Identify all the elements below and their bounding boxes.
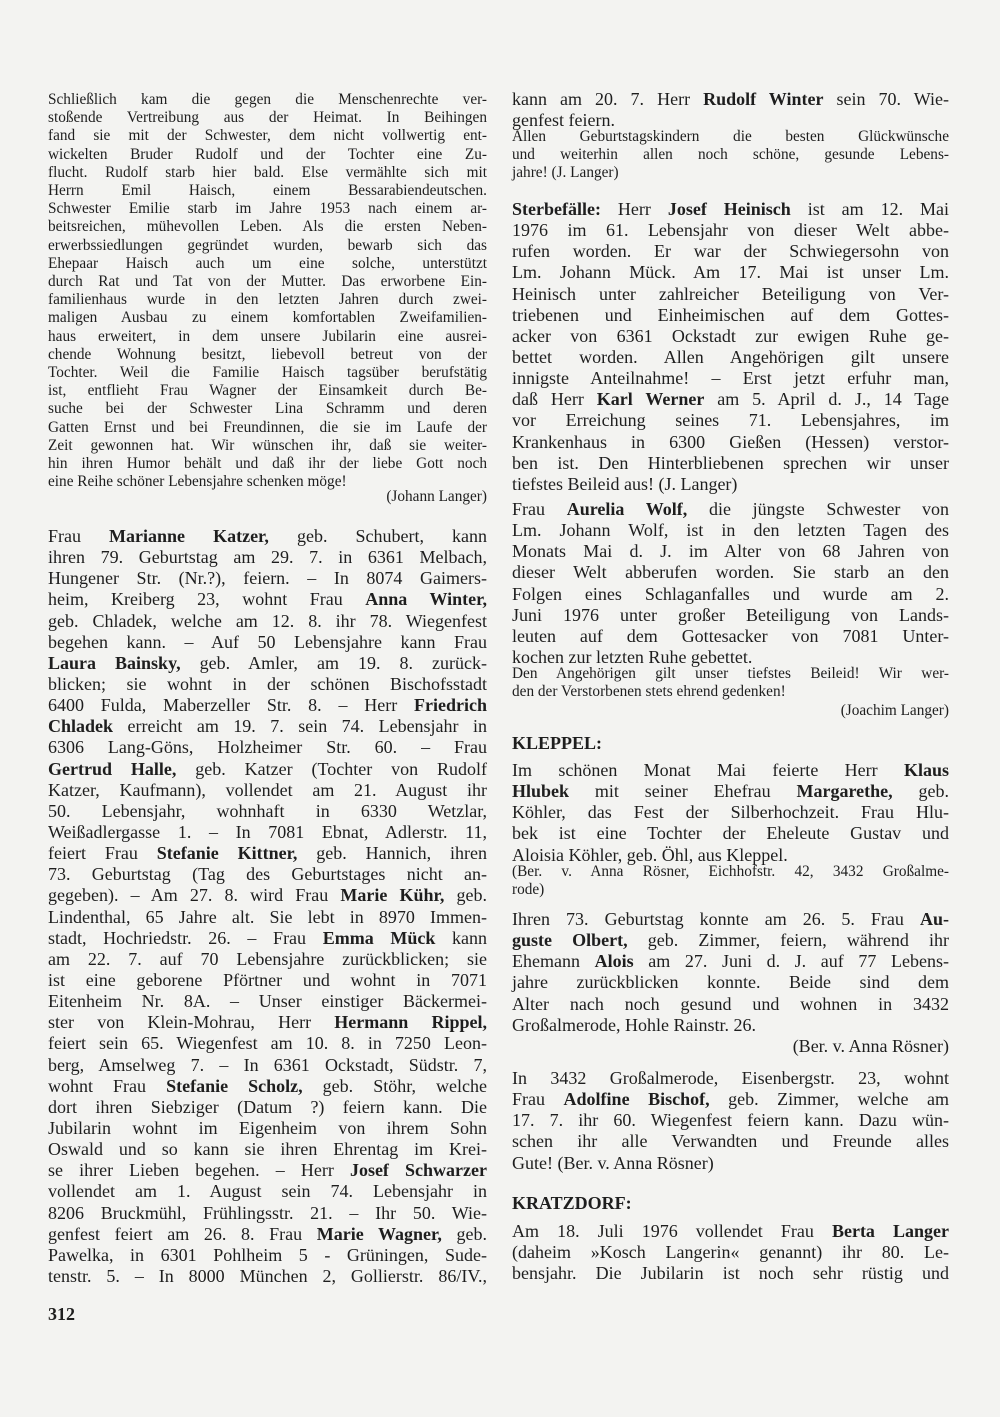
text-line [48, 759, 487, 780]
text-segment: vollendet am 1. August sein 74. Lebensjahr in [48, 1181, 487, 1202]
text-segment: geb. [892, 781, 949, 802]
text-segment: Eitenheim Nr. 8A. – Unser einstiger Bäckermei- [48, 991, 487, 1012]
text-segment: Am 18. Juli 1976 vollendet Frau [512, 1221, 832, 1241]
text-segment: beitsreichen, mühevollen Leben. Als die ersten Neben- [48, 218, 487, 236]
text-segment: Schließlich kam die gegen die Menschenrechte ver- [48, 91, 487, 108]
text-segment: Lm. Johann Wolf, ist in den letzten Tagen des [512, 520, 949, 541]
bold-name: Laura Bainsky, [48, 652, 181, 673]
text-line [48, 1224, 487, 1245]
text-line [48, 611, 487, 632]
text-segment: Herr [600, 199, 668, 219]
bold-name: Berta Langer [831, 1221, 950, 1241]
text-segment: rode) [512, 881, 545, 899]
text-line [512, 1068, 949, 1089]
text-segment: Gute! (Ber. v. Anna Rösner) [512, 1152, 714, 1173]
bold-name: Karl Werner [596, 389, 705, 410]
text-line [512, 241, 949, 262]
text-segment: (daheim »Kosch Langerin« genannt) ihr 80. Le- [512, 1242, 949, 1263]
text-segment: ist eine geborene Pförtner und wohnt in 7071 [48, 969, 487, 990]
text-line [48, 1033, 487, 1054]
text-segment: Frau [512, 499, 567, 519]
text-segment: haus erweitert, in dem unsere Jubilarin eine ausrei- [48, 327, 487, 345]
text-line [512, 951, 949, 972]
attribution: (Ber. v. Anna Rösner) [792, 1036, 949, 1056]
text-segment: Lm. Johann Mück. Am 17. Mai ist unser Lm. [512, 262, 949, 283]
text-segment: innigste Anteilnahme! – Erst jetzt erfuhr man, [512, 368, 949, 389]
text-segment: eine Reihe schöner Lebensjahre schenken möge! [48, 473, 347, 491]
text-segment: Oswald und so kann sie ihren Ehrentag im Krei- [48, 1139, 487, 1160]
text-line [512, 541, 949, 562]
text-line [512, 760, 949, 781]
text-segment: Jubilarin wohnt im Eigenheim von ihrem Sohn [48, 1117, 487, 1138]
text-segment: Lindenthal, 65 Jahre alt. Sie lebt in 8970 Immen- [48, 906, 487, 927]
text-segment: 17. 7. ihr 60. Wiegenfest feiern kann. Dazu wün- [512, 1110, 949, 1131]
text-line [512, 781, 949, 802]
text-line [512, 220, 949, 241]
paragraph [512, 863, 949, 899]
text-segment: wohnt Frau [48, 1075, 167, 1096]
text-line [512, 930, 949, 951]
text-line [48, 437, 487, 455]
text-line [48, 364, 487, 382]
text-segment: geb. [441, 1223, 487, 1244]
text-line [48, 822, 487, 843]
text-segment: 6400 Fulda, Maberzeller Str. 8. – Herr [48, 695, 415, 716]
attribution: (Johann Langer) [386, 488, 487, 505]
text-line [48, 589, 487, 610]
text-segment: geb. Amler, am 19. 8. zurück- [180, 652, 488, 673]
text-segment: kann [435, 927, 487, 948]
text-segment: genfest feiert am 26. 8. Frau [48, 1223, 317, 1244]
text-segment: geb. Hannich, ihren [297, 843, 487, 864]
bold-name: Marie Kühr, [340, 885, 445, 906]
text-line [512, 368, 949, 389]
section-heading: KLEPPEL: [512, 733, 603, 753]
text-line [48, 632, 487, 653]
text-line [48, 1181, 487, 1202]
text-line [48, 255, 487, 273]
text-segment: tenstr. 5. – In 8000 München 2, Gollierstr. 86/IV., [48, 1265, 487, 1286]
text-segment: (Ber. v. Anna Rösner, Eichhofstr. 42, 3432 Großalme- [512, 863, 949, 880]
bold-name: Aurelia Wolf, [566, 499, 688, 519]
text-line [48, 455, 487, 473]
text-segment: maligen Ausbau zu einem komfortablen Zweifamilien- [48, 309, 487, 327]
text-line [48, 182, 487, 200]
text-line [512, 347, 949, 368]
text-segment: Ehepaar Haisch auch um eine solche, unterstützt [48, 254, 487, 272]
text-segment: acker von 6361 Ockstadt zur ewigen Ruhe ge- [512, 325, 949, 346]
bold-name: Stefanie Kittner, [156, 843, 298, 864]
text-segment: Im schönen Monat Mai feierte Herr [512, 760, 904, 780]
text-line [48, 400, 487, 418]
paragraph [512, 909, 949, 1036]
text-segment: geb. Schubert, kann [268, 526, 488, 546]
text-segment: leuten auf dem Gottesacker von 7081 Unter- [512, 625, 949, 646]
text-segment: Schwester Emilie starb im Jahre 1953 nach einem ar- [48, 200, 487, 218]
text-line [512, 432, 949, 453]
text-segment: chende Wohnung besitzt, liebevoll betreut von der [48, 345, 487, 363]
text-segment: am 22. 7. auf 70 Lebensjahre zurückblicken; sie [48, 948, 487, 969]
text-segment: familienhaus wurde in den letzten Jahren durch zwei- [48, 291, 487, 309]
text-line [48, 346, 487, 364]
text-line [512, 1263, 949, 1284]
text-line [48, 716, 487, 737]
text-line [512, 326, 949, 347]
text-segment: In 3432 Großalmerode, Eisenbergstr. 23, wohnt [512, 1068, 949, 1088]
bold-name: guste Olbert, [512, 930, 628, 951]
text-segment: durch Rat und Tat von der Mutter. Das erworbene Ein- [48, 273, 487, 291]
section-heading: KRATZDORF: [512, 1193, 632, 1213]
text-line [48, 928, 487, 949]
text-segment: dort ihren Siebziger (Datum ?) feiern kann. Die [48, 1096, 487, 1117]
text-line [48, 653, 487, 674]
text-segment: Monats Mai d. J. im Alter von 68 Jahren von [512, 541, 949, 562]
text-segment: 50. Lebensjahr, wohnhaft in 6330 Wetzlar, [48, 800, 487, 821]
text-segment: schen ihr alle Verwandten und Freunde alles [512, 1131, 949, 1152]
text-line [48, 1097, 487, 1118]
text-segment: feiert sein 65. Wiegenfest am 10. 8. in 7250 Leon- [48, 1033, 487, 1054]
text-segment: Ihren 73. Geburtstag konnte am 26. 5. Frau [512, 909, 920, 929]
text-segment: blicken; sie wohnt in der schönen Bischofsstadt [48, 673, 487, 694]
text-segment: stadt, Hochriedstr. 26. – Frau [48, 927, 323, 948]
text-line [48, 200, 487, 218]
text-line [512, 665, 949, 683]
text-segment: rufen worden. Er war der Schwiegersohn von [512, 241, 949, 262]
text-segment: ster von Klein-Mohrau, Herr [48, 1012, 335, 1033]
text-segment: Krankenhaus in 6300 Gießen (Hessen) verstor- [512, 431, 949, 452]
text-line [48, 1160, 487, 1181]
bold-name: Klaus [903, 760, 949, 780]
text-line [48, 218, 487, 236]
text-segment: geb. Katzer (Tochter von Rudolf [176, 758, 487, 779]
paragraph [512, 1068, 949, 1174]
text-segment: ben ist. Den Hinterbliebenen sprechen wir unser [512, 452, 949, 473]
text-segment: geb. [444, 885, 487, 906]
text-line [512, 164, 949, 182]
bold-name: Gertrud Halle, [48, 758, 177, 779]
paragraph [48, 526, 487, 1287]
text-line [512, 626, 949, 647]
bold-name: Chladek [48, 716, 114, 737]
text-segment: kann am 20. 7. Herr [512, 89, 704, 109]
text-segment: kochen zur letzten Ruhe gebettet. [512, 646, 753, 667]
bold-name: Alois [594, 951, 634, 972]
paragraph [512, 665, 949, 701]
paragraph [48, 91, 487, 491]
text-line [48, 1012, 487, 1033]
text-segment: Großalmerode, Hohle Rainstr. 26. [512, 1014, 756, 1035]
text-line [512, 909, 949, 930]
paragraph [512, 760, 949, 866]
text-segment: Frau [512, 1089, 564, 1110]
bold-name: Rudolf Winter [703, 89, 824, 109]
bold-name: Marie Wagner, [316, 1223, 442, 1244]
text-segment: genfest feiern. [512, 110, 615, 131]
text-segment: 73. Geburtstag (Tag des Geburtstages nicht an- [48, 864, 487, 885]
text-line [512, 146, 949, 164]
text-line [48, 419, 487, 437]
text-segment: ist, entflieht Frau Wagner der Einsamkeit durch Be- [48, 382, 487, 400]
text-line [48, 695, 487, 716]
text-line [512, 128, 949, 146]
paragraph [512, 128, 949, 183]
text-segment: erwerbssiedlungen gegründet wurden, bewarb sich das [48, 236, 487, 254]
text-line [512, 881, 949, 899]
text-line [48, 526, 487, 547]
text-segment: stoßende Vertreibung aus der Heimat. In Beihingen [48, 109, 487, 127]
text-segment: Tochter. Weil die Familie Haisch tagsüber berufstätig [48, 364, 487, 382]
text-segment: Köhler, das Fest der Silberhochzeit. Frau Hlu- [512, 802, 949, 823]
text-line [48, 674, 487, 695]
text-line [512, 823, 949, 844]
text-segment: den der Verstorbenen stets ehrend gedenken! [512, 683, 786, 701]
text-line [48, 801, 487, 822]
text-segment: bek ist eine Tochter der Eheleute Gustav und [512, 823, 949, 844]
text-segment: Aloisia Köhler, geb. Öhl, aus Kleppel. [512, 844, 788, 865]
paragraph [512, 499, 949, 668]
text-segment: hin ihren Humor behält und daß ihr der liebe Gott noch [48, 455, 487, 473]
text-line [48, 970, 487, 991]
text-line [512, 1089, 949, 1110]
text-line [48, 1118, 487, 1139]
text-segment: mit seiner Ehefrau [569, 781, 797, 802]
page-number: 312 [48, 1304, 75, 1324]
text-segment: wickelten Bruder Rudolf und der Tochter eine Zu- [48, 145, 487, 163]
text-segment: die jüngste Schwester von [687, 499, 950, 519]
text-segment: se ihrer Lieben begehen. – Herr [48, 1160, 350, 1181]
text-segment: geb. Zimmer, welche am [709, 1089, 949, 1110]
text-segment: Den Angehörigen gilt unser tiefstes Beileid! Wir wer- [512, 665, 949, 682]
text-segment: Folgen eines Schlaganfalles und wurde am 2. [512, 583, 949, 604]
text-segment: Gatten Ernst und bei Freundinnen, die sie im Laufe der [48, 418, 487, 436]
text-segment: Ehemann [512, 951, 595, 972]
text-line [512, 284, 949, 305]
text-segment: Zeit gewonnen hat. Wir wünschen ihr, daß sie weiter- [48, 436, 487, 454]
text-line [48, 1055, 487, 1076]
text-line [512, 262, 949, 283]
text-segment: feiert Frau [48, 843, 157, 864]
bold-name: Stefanie Scholz, [166, 1075, 303, 1096]
bold-name: Friedrich [414, 695, 487, 716]
text-line [48, 907, 487, 928]
text-segment: erreicht am 19. 7. sein 74. Lebensjahr in [113, 716, 487, 737]
text-line [512, 520, 949, 541]
text-line [512, 683, 949, 701]
text-line [48, 885, 487, 906]
text-segment: geb. Stöhr, welche [302, 1075, 487, 1096]
text-line [48, 309, 487, 327]
text-segment: jahre! (J. Langer) [512, 164, 619, 182]
text-segment: Pawelka, in 6301 Pohlheim 5 - Grüningen, Sude- [48, 1244, 487, 1265]
text-segment: vor Erreichung seines 71. Lebensjahres, im [512, 410, 949, 431]
text-line [48, 1203, 487, 1224]
text-segment: flucht. Rudolf starb hier bald. Else vermählte sich mit [48, 163, 487, 181]
text-segment: tiefstes Beileid aus! (J. Langer) [512, 473, 738, 494]
paragraph [512, 199, 949, 495]
text-segment: bettet worden. Allen Angehörigen gilt unsere [512, 346, 949, 367]
bold-name: Marianne Katzer, [109, 526, 269, 546]
text-line [48, 1245, 487, 1266]
bold-name: Hermann Rippel, [334, 1012, 487, 1033]
text-line [512, 1131, 949, 1152]
text-line [48, 737, 487, 758]
text-line [512, 499, 949, 520]
text-segment: fand sie mit der Schwester, dem nicht vollwertig ent- [48, 127, 487, 145]
text-line [512, 605, 949, 626]
text-line [512, 972, 949, 993]
text-line [512, 389, 949, 410]
text-segment: ist am 12. Mai [790, 199, 949, 219]
text-segment: begehen kann. – Auf 50 Lebensjahre kann Frau [48, 631, 487, 652]
bold-name: Hlubek [512, 781, 570, 802]
text-line [512, 1221, 949, 1242]
text-line [48, 991, 487, 1012]
text-segment: Frau [48, 526, 110, 546]
text-segment: 1976 im 61. Lebensjahr von dieser Welt abbe- [512, 220, 949, 241]
text-segment: ihren 79. Geburtstag am 29. 7. in 6361 Melbach, [48, 547, 487, 568]
text-segment: triebenen und Einheimischen auf dem Gottes- [512, 304, 949, 325]
text-segment: heim, Kreiberg 23, wohnt Frau [48, 589, 366, 610]
text-segment: 6306 Lang-Göns, Holzheimer Str. 60. – Frau [48, 737, 487, 758]
text-segment: berg, Amselweg 7. – In 6361 Ockstadt, Südstr. 7, [48, 1054, 487, 1075]
text-segment: Weißadlergasse 1. – In 7081 Ebnat, Adlerstr. 11, [48, 821, 487, 842]
text-line [48, 1266, 487, 1287]
text-segment: suche bei der Schwester Lina Schramm und deren [48, 400, 487, 418]
text-line [48, 382, 487, 400]
text-line [48, 127, 487, 145]
text-line [48, 1076, 487, 1097]
text-segment: Alter nach noch gesund und wohnen in 3432 [512, 993, 949, 1014]
bold-name: Anna Winter, [365, 589, 487, 610]
text-line [48, 864, 487, 885]
bold-name: Au- [919, 909, 949, 929]
text-line [48, 843, 487, 864]
text-line [48, 146, 487, 164]
text-segment: am 5. April d. J., 14 Tage [704, 389, 950, 410]
text-line [512, 305, 949, 326]
text-line [48, 328, 487, 346]
text-line [512, 994, 949, 1015]
text-line [512, 584, 949, 605]
text-line [512, 199, 949, 220]
text-segment: Hungener Str. (Nr.?), feiern. – In 8074 Gaimers- [48, 568, 487, 589]
bold-name: Emma Mück [322, 927, 436, 948]
text-line [512, 863, 949, 881]
text-segment: gegeben). – Am 27. 8. wird Frau [48, 885, 341, 906]
text-segment: geb. Zimmer, feiern, während ihr [627, 930, 949, 951]
text-segment: 8206 Bruckmühl, Frühlingsstr. 21. – Ihr 50. Wie- [48, 1202, 487, 1223]
text-line [48, 109, 487, 127]
text-line [48, 568, 487, 589]
bold-name: Josef Schwarzer [349, 1160, 487, 1181]
paragraph [512, 1221, 949, 1284]
text-segment: daß Herr [512, 389, 597, 410]
text-segment: geb. Chladek, welche am 12. 8. ihr 78. Wiegenfest [48, 610, 487, 631]
text-line [48, 273, 487, 291]
text-line [48, 1139, 487, 1160]
bold-name: Josef Heinisch [667, 199, 791, 219]
text-segment: Heinisch unter zahlreicher Beteiligung von Ver- [512, 283, 949, 304]
text-line [512, 1242, 949, 1263]
text-segment: Katzer, Kaufmann), vollendet am 21. August ihr [48, 779, 487, 800]
text-line [512, 1153, 949, 1174]
text-line [512, 802, 949, 823]
bold-name: Sterbefälle: [512, 199, 601, 219]
text-line [48, 164, 487, 182]
text-line [48, 291, 487, 309]
text-line [512, 1015, 949, 1036]
text-segment: jahre zurückblicken konnte. Beide sind dem [512, 972, 949, 993]
text-line [48, 547, 487, 568]
text-segment: und weiterhin allen noch schöne, gesunde Lebens- [512, 146, 949, 164]
bold-name: Adolfine Bischof, [563, 1089, 710, 1110]
text-line [48, 780, 487, 801]
text-line [512, 474, 949, 495]
text-segment: bensjahr. Die Jubilarin ist noch sehr rüstig und [512, 1263, 949, 1284]
paragraph [512, 89, 949, 131]
text-line [512, 562, 949, 583]
text-line [48, 91, 487, 109]
text-segment: am 27. Juni d. J. auf 77 Lebens- [633, 951, 949, 972]
text-line [512, 89, 949, 110]
text-segment: Allen Geburtstagskindern die besten Glückwünsche [512, 128, 949, 145]
attribution: (Joachim Langer) [840, 702, 949, 719]
text-line [512, 453, 949, 474]
text-segment: Herrn Emil Haisch, einem Bessarabiendeutschen. [48, 182, 487, 200]
bold-name: Margarethe, [796, 781, 893, 802]
text-segment: Juni 1976 unter großer Beteiligung von Lands- [512, 604, 949, 625]
text-line [48, 237, 487, 255]
text-segment: sein 70. Wie- [823, 89, 949, 109]
text-line [512, 1110, 949, 1131]
text-line [48, 949, 487, 970]
text-line [512, 410, 949, 431]
text-segment: dieser Welt abberufen worden. Sie starb an den [512, 562, 949, 583]
